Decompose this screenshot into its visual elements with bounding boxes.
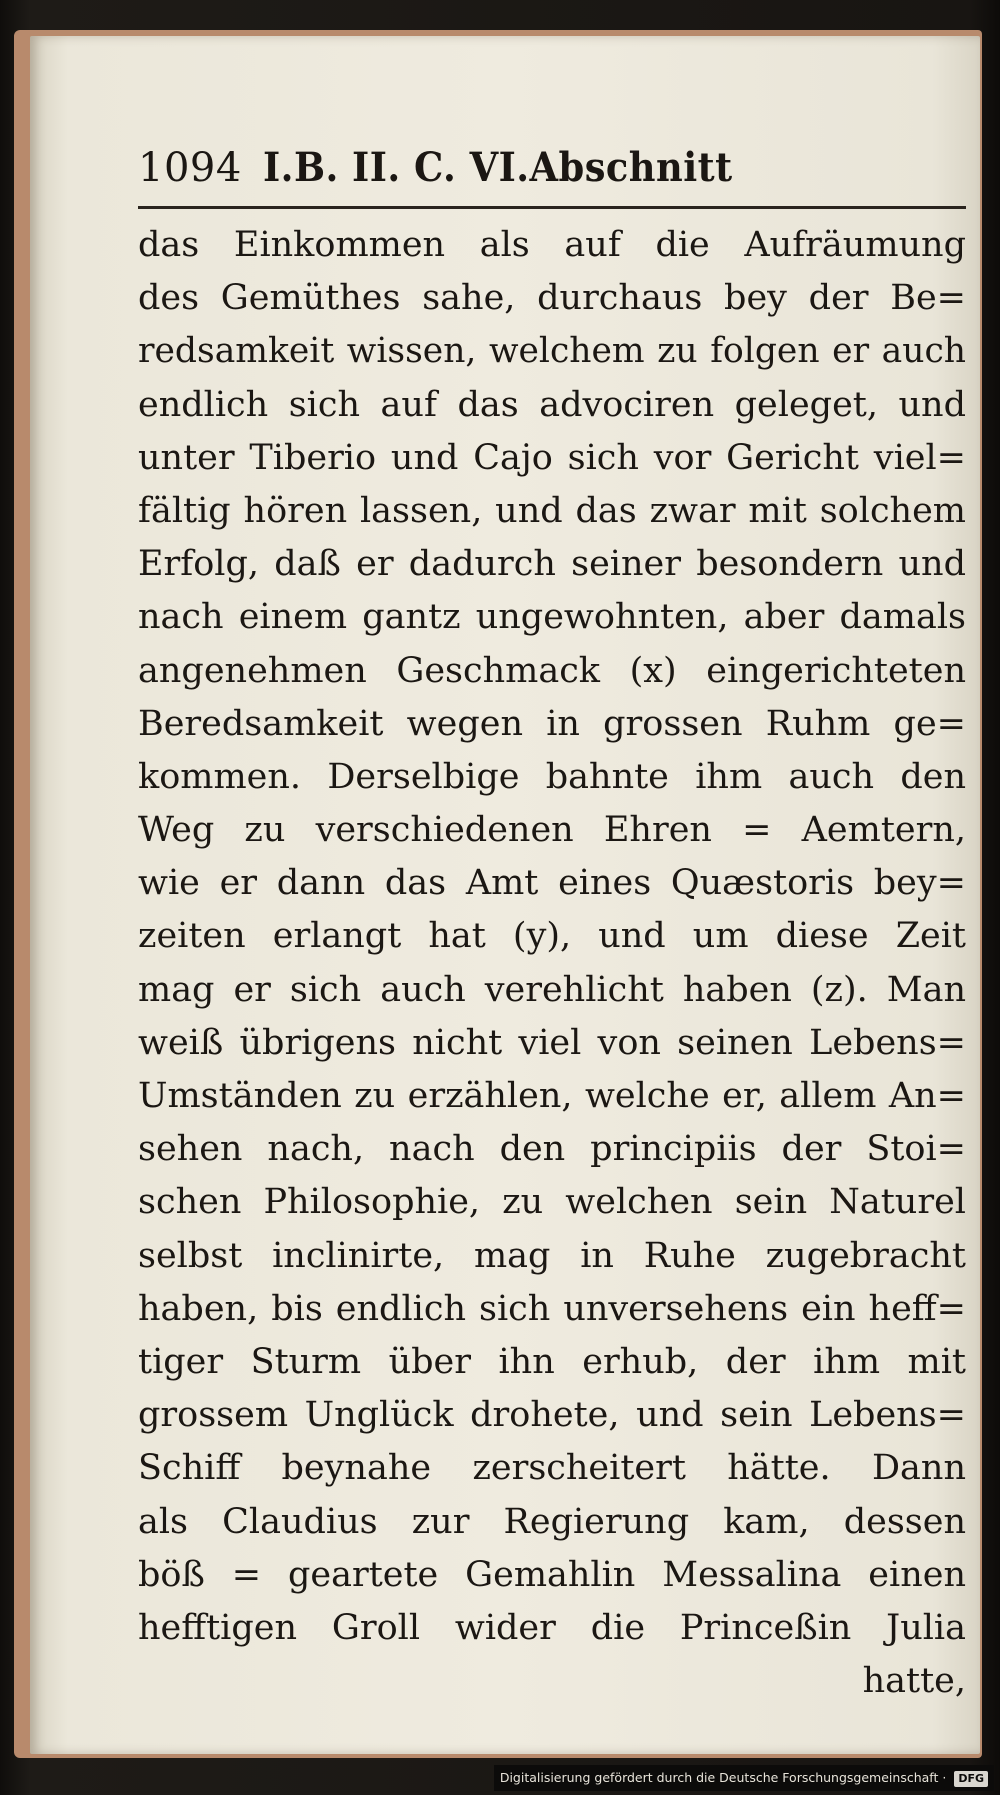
running-head xyxy=(138,136,966,200)
credit-text: Digitalisierung gefördert durch die Deutsche Forschungsgemeinschaft xyxy=(499,1770,939,1785)
text-line: böß = geartete Gemahlin Messalina einen xyxy=(138,1554,966,1595)
text-line: tiger Sturm über ihn erhub, der ihm mit xyxy=(138,1341,966,1382)
text-line: redsamkeit wissen, welchem zu folgen er auch xyxy=(138,331,966,372)
header-rule xyxy=(138,206,966,209)
section-reference: I.B. II. C. VI.Abschnitt xyxy=(263,144,733,191)
text-line: kommen. Derselbige bahnte ihm auch den xyxy=(138,756,966,797)
text-line: schen Philosophie, zu welchen sein Naturel xyxy=(138,1182,966,1223)
text-line: wie er dann das Amt eines Quæstoris bey= xyxy=(138,863,966,904)
body-text xyxy=(138,219,966,1708)
text-line: haben, bis endlich sich unversehens ein heff= xyxy=(138,1288,966,1329)
text-line: als Claudius zur Regierung kam, dessen xyxy=(138,1501,966,1542)
text-line: Umständen zu erzählen, welche er, allem An= xyxy=(138,1076,966,1116)
text-line: Weg zu verschiedenen Ehren = Aemtern, xyxy=(138,810,966,851)
digitization-credit: Digitalisierung gefördert durch die Deutsche Forschungsgemeinschaft · DFG xyxy=(494,1765,994,1791)
text-line: Schiff beynahe zerscheitert hätte. Dann xyxy=(138,1448,966,1489)
text-line: nach einem gantz ungewohnten, aber damals xyxy=(138,597,966,638)
text-line: mag er sich auch verehlicht haben (z). Man xyxy=(138,969,966,1010)
text-line: hefftigen Groll wider die Princeßin Julia xyxy=(138,1607,966,1648)
text-line: das Einkommen als auf die Aufräumung xyxy=(138,225,966,265)
text-line: angenehmen Geschmack (x) eingerichteten xyxy=(138,650,966,691)
text-line: selbst inclinirte, mag in Ruhe zugebracht xyxy=(138,1235,966,1276)
text-line: zeiten erlangt hat (y), und um diese Zeit xyxy=(138,916,966,957)
page-content xyxy=(138,136,966,1708)
text-line: Erfolg, daß er dadurch seiner besondern und xyxy=(138,544,966,585)
text-line: grossem Unglück drohete, und sein Lebens= xyxy=(138,1395,966,1436)
page-number: 1094 xyxy=(138,145,242,191)
book-page xyxy=(30,36,980,1754)
text-line: sehen nach, nach den principiis der Stoi= xyxy=(138,1129,966,1170)
text-line: fältig hören lassen, und das zwar mit solchem xyxy=(138,490,966,531)
text-line: Beredsamkeit wegen in grossen Ruhm ge= xyxy=(138,703,966,744)
text-line: hatte, xyxy=(862,1661,966,1702)
dfg-logo-icon: DFG xyxy=(954,1771,988,1787)
text-line: des Gemüthes sahe, durchaus bey der Be= xyxy=(138,278,966,319)
text-line: weiß übrigens nicht viel von seinen Lebens= xyxy=(138,1022,966,1063)
text-line: endlich sich auf das advociren geleget, und xyxy=(138,384,966,425)
text-line: unter Tiberio und Cajo sich vor Gericht viel= xyxy=(138,437,966,478)
